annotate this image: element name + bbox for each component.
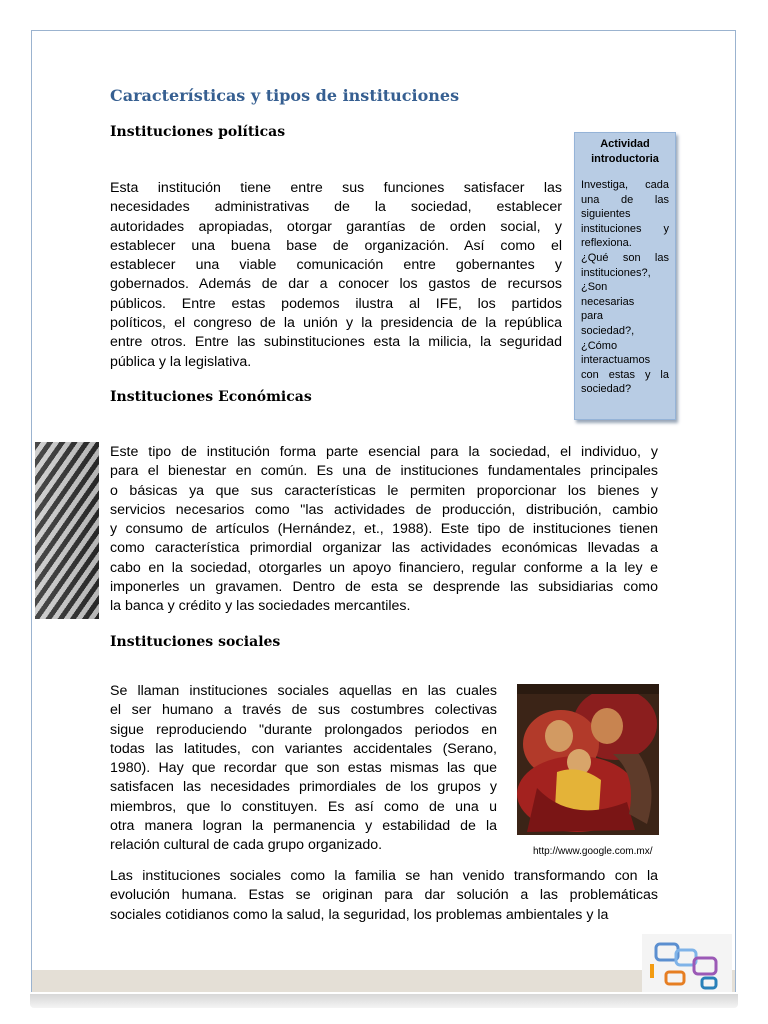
paragraph-politicas [110, 179, 562, 372]
sidebar-line: instituciones?, [581, 266, 651, 279]
economicas-line: Este tipo de institución forma parte esencial para la sociedad, el individuo, y [110, 444, 658, 460]
banco-de-mexico-image [35, 442, 99, 619]
sidebar-body [581, 178, 669, 397]
sociales-line: el ser humano a través de sus costumbres colectivas [110, 702, 497, 719]
sidebar-line: ¿Son [581, 281, 608, 294]
family-painting-image [517, 684, 659, 835]
politicas-line: públicos. Entre estas podemos ilustra al IFE, los partidos [110, 295, 562, 312]
sidebar-line: sociedad?, [581, 324, 635, 337]
heading-instituciones-sociales: Instituciones sociales [110, 634, 281, 650]
economicas-line: la banca y crédito y las sociedades mercantiles. [110, 598, 411, 615]
sociales-line: relación cultural de cada grupo organizado. [110, 837, 383, 854]
sidebar-line: para [581, 310, 604, 323]
page-shadow [30, 994, 738, 1008]
decorative-logo-icon [642, 934, 732, 992]
paragraph-sociales [110, 682, 497, 856]
politicas-line: gobernados. Además de dar a conocer los gastos de recursos [110, 276, 562, 293]
sidebar-line: interactuamos [581, 354, 651, 367]
economicas-line: cabo en la sociedad, otorgarles un apoyo financiero, regular conforme a la ley e [110, 559, 658, 576]
politicas-line: necesidades administrativas de la sociedad, establecer [110, 199, 562, 216]
politicas-line: autoridades apropiadas, otorgar garantías de orden social, y [110, 218, 562, 235]
sidebar-title-line: introductoria [591, 152, 659, 165]
sociales-familia-line: evolución humana. Estas se originan para dar solución a las problemáticas [110, 887, 658, 904]
document-title: Características y tipos de instituciones [110, 86, 460, 105]
paragraph-sociales-familia [110, 867, 658, 925]
sidebar-line: una de las [581, 193, 669, 206]
sociales-familia-line: Las instituciones sociales como la familia se han venido transformando con la [110, 868, 658, 884]
sociales-line: miembros, que lo constituyen. Es así como de una u [110, 798, 497, 815]
economicas-line: imponerles un gravamen. Dentro de esta se desprende las subsidiarias como [110, 579, 658, 596]
economicas-line: y consumo de artículos (Hernández, et., 1988). Este tipo de instituciones tienen [110, 521, 658, 538]
politicas-line: establecer una viable comunicación entre gobernantes y [110, 257, 562, 274]
sidebar-actividad-introductoria [574, 132, 676, 420]
sidebar-title [581, 137, 669, 166]
sociales-line: sigue reproduciendo "durante prolongados periodos en [110, 721, 497, 738]
politicas-line: pública y la legislativa. [110, 353, 252, 370]
sidebar-line: necesarias [581, 295, 635, 308]
sociales-line: satisfacen las necesidades primordiales de los grupos y [110, 779, 497, 796]
footer-band [32, 970, 735, 992]
sociales-line: otra manera logran la permanencia y estabilidad de la [110, 818, 497, 835]
economicas-line: como característica primordial organizar las actividades económicas llevadas a [110, 540, 658, 557]
sociales-line: todas las latitudes, con variantes accidentales (Serano, [110, 740, 497, 757]
sidebar-title-line: Actividad [600, 138, 650, 150]
sidebar-line: instituciones y [581, 222, 669, 235]
economicas-line: para el bienestar en común. Es una de instituciones fundamentales principales [110, 463, 658, 480]
sidebar-line: ¿Qué son las [581, 251, 669, 264]
sidebar-line: siguientes [581, 208, 631, 221]
sidebar-line: Investiga, cada [581, 179, 669, 191]
sidebar-line: con estas y la [581, 368, 669, 381]
politicas-line: políticos, el congreso de la unión y la presidencia de la república [110, 315, 562, 332]
politicas-line: Esta institución tiene entre sus funciones satisfacer las [110, 180, 562, 196]
sociales-familia-line: sociales cotidianos como la salud, la seguridad, los problemas ambientales y la [110, 906, 609, 923]
paragraph-economicas [110, 443, 658, 617]
economicas-line: servicios necesarios como "las actividades de producción, distribución, cambio [110, 501, 658, 518]
sociales-line: 1980). Hay que recordar que son estas mismas las que [110, 760, 497, 777]
sidebar-line: sociedad? [581, 383, 632, 396]
sidebar-line: ¿Cómo [581, 339, 618, 352]
heading-instituciones-politicas: Instituciones políticas [110, 124, 286, 140]
sidebar-line: reflexiona. [581, 237, 632, 250]
sociales-line: Se llaman instituciones sociales aquellas en las cuales [110, 683, 497, 699]
politicas-line: establecer una buena base de organización. Así como el [110, 237, 562, 254]
image-caption: http://www.google.com.mx/ [533, 846, 653, 857]
politicas-line: entre otros. Entre las subinstituciones esta la milicia, la seguridad [110, 334, 562, 351]
economicas-line: o básicas ya que sus características le permiten proporcionar los bienes y [110, 482, 658, 499]
heading-instituciones-economicas: Instituciones Económicas [110, 389, 312, 405]
